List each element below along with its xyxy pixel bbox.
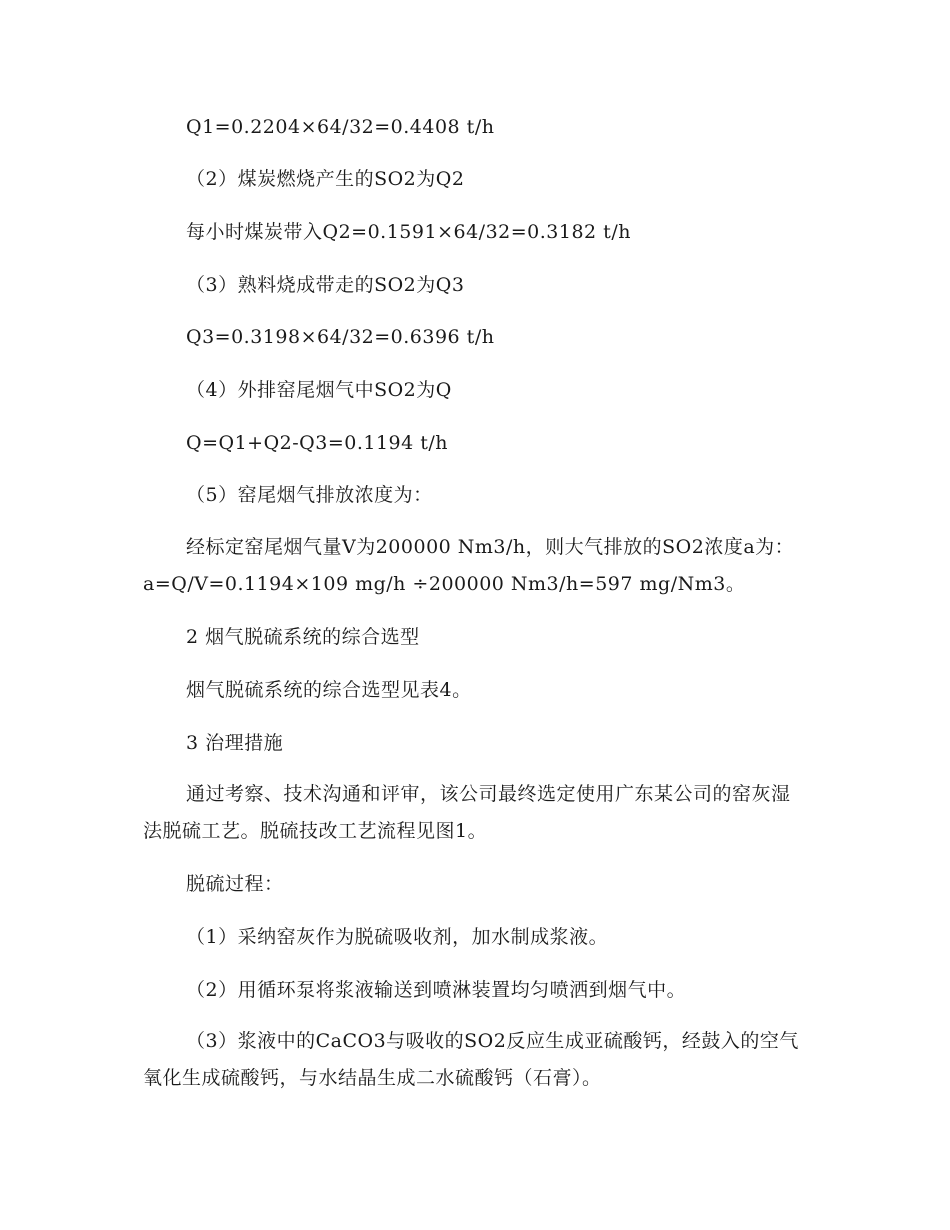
process-step-1: （1）采纳窑灰作为脱硫吸收剂，加水制成浆液。: [186, 926, 609, 948]
equation-q1: Q1=0.2204×64/32=0.4408 t/h: [186, 116, 495, 138]
process-step-2: （2）用循环泵将浆液输送到喷淋装置均匀喷洒到烟气中。: [186, 979, 687, 1001]
step-2-heading: （2）煤炭燃烧产生的SO2为Q2: [186, 168, 465, 190]
equation-q3: Q3=0.3198×64/32=0.6396 t/h: [186, 326, 495, 348]
equation-q2: 每小时煤炭带入Q2=0.1591×64/32=0.3182 t/h: [186, 221, 631, 243]
measures-paragraph: 通过考察、技术沟通和评审，该公司最终选定使用广东某公司的窑灰湿法脱硫工艺。脱硫技改工艺流程见图1。: [143, 783, 791, 842]
process-step-3: （3）浆液中的CaCO3与吸收的SO2反应生成亚硫酸钙，经鼓入的空气氧化生成硫酸钙，与水结晶生成二水硫酸钙（石膏）。: [143, 1030, 799, 1089]
process-heading: 脱硫过程：: [186, 873, 284, 895]
step-4-heading: （4）外排窑尾烟气中SO2为Q: [186, 379, 452, 401]
section-2-heading: 2 烟气脱硫系统的综合选型: [186, 626, 420, 648]
step-3-heading: （3）熟料烧成带走的SO2为Q3: [186, 274, 465, 296]
section-2-text: 烟气脱硫系统的综合选型见表4。: [186, 679, 472, 701]
step-5-heading: （5）窑尾烟气排放浓度为：: [186, 484, 433, 506]
equation-q: Q=Q1+Q2-Q3=0.1194 t/h: [186, 432, 449, 454]
section-3-heading: 3 治理措施: [186, 732, 284, 754]
concentration-paragraph: 经标定窑尾烟气量V为200000 Nm3/h，则大气排放的SO2浓度a为：a=Q/V=0.1194×109 mg/h ÷200000 Nm3/h=597 mg/Nm3。: [143, 536, 795, 595]
